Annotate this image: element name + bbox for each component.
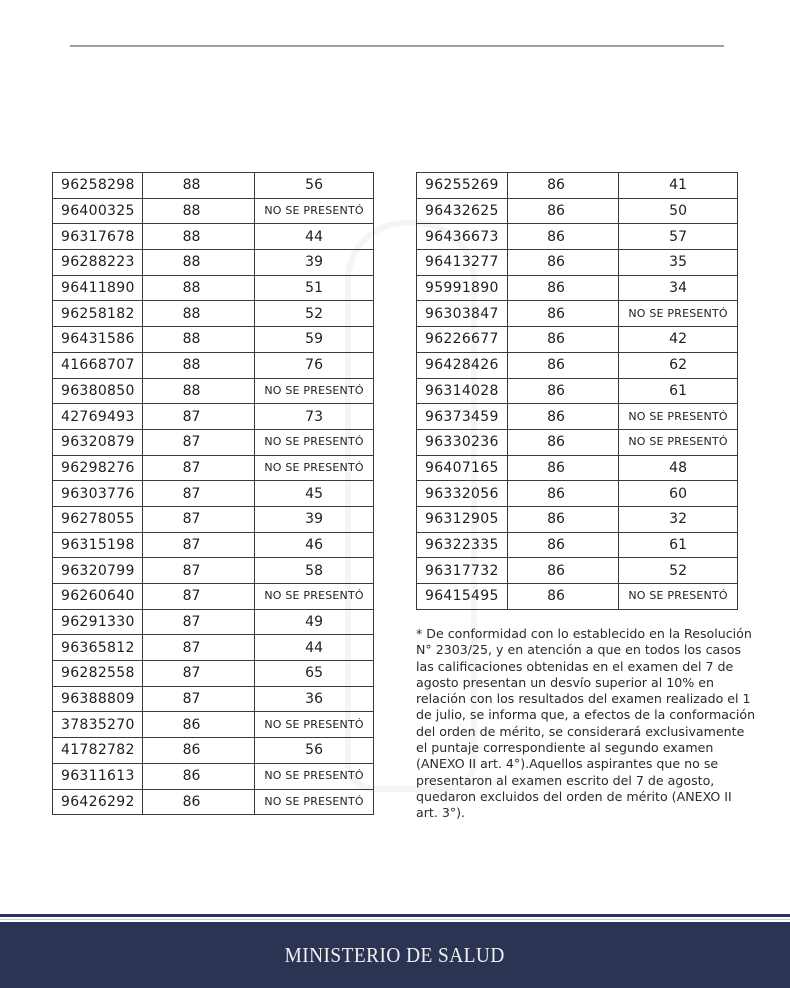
table-row <box>417 584 738 610</box>
table-row <box>53 686 374 712</box>
footer-title: MINISTERIO DE SALUD <box>284 942 506 967</box>
score-cell: 88 <box>142 224 254 250</box>
exam-score-cell: NO SE PRESENTÓ <box>619 584 738 610</box>
exam-score-cell: 44 <box>255 635 374 661</box>
exam-score-cell: 61 <box>619 378 738 404</box>
exam-score-cell: 49 <box>255 609 374 635</box>
dni-cell: 37835270 <box>53 712 143 738</box>
score-cell: 88 <box>142 173 254 199</box>
exam-score-cell: NO SE PRESENTÓ <box>255 763 374 789</box>
exam-score-cell: 32 <box>619 506 738 532</box>
dni-cell: 95991890 <box>417 275 508 301</box>
dni-cell: 96282558 <box>53 661 143 687</box>
table-row <box>53 352 374 378</box>
score-cell: 87 <box>142 661 254 687</box>
score-cell: 87 <box>142 506 254 532</box>
dni-cell: 96320799 <box>53 558 143 584</box>
footer-divider <box>0 914 790 922</box>
dni-cell: 96315198 <box>53 532 143 558</box>
exam-score-cell: 56 <box>255 173 374 199</box>
table-row <box>417 532 738 558</box>
exam-score-cell: 41 <box>619 173 738 199</box>
exam-score-cell: 35 <box>619 250 738 276</box>
table-row <box>53 301 374 327</box>
table-row <box>417 429 738 455</box>
exam-score-cell: 56 <box>255 738 374 764</box>
dni-cell: 42769493 <box>53 404 143 430</box>
dni-cell: 96312905 <box>417 506 508 532</box>
score-cell: 86 <box>142 712 254 738</box>
table-row <box>53 198 374 224</box>
exam-score-cell: 65 <box>255 661 374 687</box>
exam-score-cell: 44 <box>255 224 374 250</box>
dni-cell: 96226677 <box>417 327 508 353</box>
score-cell: 86 <box>507 352 618 378</box>
table-row <box>417 250 738 276</box>
table-row <box>53 481 374 507</box>
exam-score-cell: 76 <box>255 352 374 378</box>
dni-cell: 96411890 <box>53 275 143 301</box>
exam-score-cell: 34 <box>619 275 738 301</box>
score-cell: 87 <box>142 635 254 661</box>
score-cell: 86 <box>507 455 618 481</box>
score-cell: 86 <box>507 584 618 610</box>
dni-cell: 96432625 <box>417 198 508 224</box>
exam-score-cell: 62 <box>619 352 738 378</box>
table-row <box>53 224 374 250</box>
table-row <box>53 712 374 738</box>
score-cell: 87 <box>142 455 254 481</box>
score-cell: 86 <box>507 275 618 301</box>
dni-cell: 96278055 <box>53 506 143 532</box>
dni-cell: 41668707 <box>53 352 143 378</box>
dni-cell: 96413277 <box>417 250 508 276</box>
table-row <box>53 635 374 661</box>
exam-score-cell: 73 <box>255 404 374 430</box>
dni-cell: 41782782 <box>53 738 143 764</box>
dni-cell: 96373459 <box>417 404 508 430</box>
score-cell: 87 <box>142 584 254 610</box>
dni-cell: 96303776 <box>53 481 143 507</box>
table-row <box>53 275 374 301</box>
score-cell: 86 <box>507 224 618 250</box>
exam-score-cell: NO SE PRESENTÓ <box>619 301 738 327</box>
dni-cell: 96258298 <box>53 173 143 199</box>
score-cell: 87 <box>142 429 254 455</box>
score-cell: 88 <box>142 327 254 353</box>
score-cell: 88 <box>142 301 254 327</box>
table-row <box>417 352 738 378</box>
header-divider <box>70 45 724 47</box>
exam-score-cell: 45 <box>255 481 374 507</box>
dni-cell: 96400325 <box>53 198 143 224</box>
dni-cell: 96303847 <box>417 301 508 327</box>
dni-cell: 96317678 <box>53 224 143 250</box>
score-cell: 88 <box>142 198 254 224</box>
dni-cell: 96317732 <box>417 558 508 584</box>
exam-score-cell: 42 <box>619 327 738 353</box>
exam-score-cell: NO SE PRESENTÓ <box>255 429 374 455</box>
score-cell: 87 <box>142 686 254 712</box>
dni-cell: 96322335 <box>417 532 508 558</box>
score-cell: 86 <box>507 506 618 532</box>
dni-cell: 96388809 <box>53 686 143 712</box>
table-row <box>53 661 374 687</box>
score-cell: 86 <box>507 327 618 353</box>
exam-score-cell: 36 <box>255 686 374 712</box>
score-cell: 86 <box>507 481 618 507</box>
dni-cell: 96436673 <box>417 224 508 250</box>
dni-cell: 96255269 <box>417 173 508 199</box>
score-cell: 86 <box>507 404 618 430</box>
table-row <box>53 506 374 532</box>
exam-score-cell: 48 <box>619 455 738 481</box>
footnote-text: * De conformidad con lo establecido en la Resolución N° 2303/25, y en atención a que en todos los casos las calificaciones obtenidas en el examen del 7 de agosto presentan un desvío superior al 10% en relación con los resultados del examen realizado el 1 de julio, se informa que, a efectos de la conformación del orden de mérito, se considerará exclusivamente el puntaje correspondiente al segundo examen (ANEXO II art. 4°).Aquellos aspirantes que no se presentaron al examen escrito del 7 de agosto, quedaron excluidos del orden de mérito (ANEXO II art. 3°). <box>416 626 756 821</box>
table-row <box>53 173 374 199</box>
exam-score-cell: 52 <box>619 558 738 584</box>
dni-cell: 96365812 <box>53 635 143 661</box>
exam-score-cell: 61 <box>619 532 738 558</box>
dni-cell: 96311613 <box>53 763 143 789</box>
dni-cell: 96426292 <box>53 789 143 815</box>
exam-score-cell: NO SE PRESENTÓ <box>619 429 738 455</box>
score-cell: 86 <box>507 250 618 276</box>
table-row <box>417 455 738 481</box>
score-cell: 86 <box>142 738 254 764</box>
table-row <box>53 455 374 481</box>
exam-score-cell: NO SE PRESENTÓ <box>255 378 374 404</box>
table-row <box>53 250 374 276</box>
exam-score-cell: NO SE PRESENTÓ <box>255 455 374 481</box>
table-row <box>417 558 738 584</box>
score-cell: 87 <box>142 481 254 507</box>
dni-cell: 96428426 <box>417 352 508 378</box>
score-cell: 88 <box>142 275 254 301</box>
dni-cell: 96314028 <box>417 378 508 404</box>
table-row <box>417 404 738 430</box>
score-cell: 88 <box>142 378 254 404</box>
table-row <box>417 198 738 224</box>
table-row <box>53 532 374 558</box>
score-cell: 86 <box>507 558 618 584</box>
dni-cell: 96407165 <box>417 455 508 481</box>
table-row <box>53 327 374 353</box>
results-table-left <box>52 172 374 815</box>
score-cell: 86 <box>142 763 254 789</box>
exam-score-cell: 46 <box>255 532 374 558</box>
table-row <box>417 173 738 199</box>
score-cell: 87 <box>142 609 254 635</box>
table-row <box>53 738 374 764</box>
score-cell: 87 <box>142 532 254 558</box>
dni-cell: 96298276 <box>53 455 143 481</box>
exam-score-cell: 59 <box>255 327 374 353</box>
table-row <box>417 481 738 507</box>
score-cell: 88 <box>142 250 254 276</box>
score-cell: 86 <box>507 378 618 404</box>
table-row <box>53 429 374 455</box>
exam-score-cell: 50 <box>619 198 738 224</box>
exam-score-cell: NO SE PRESENTÓ <box>255 712 374 738</box>
dni-cell: 96320879 <box>53 429 143 455</box>
exam-score-cell: 51 <box>255 275 374 301</box>
table-row <box>417 506 738 532</box>
score-cell: 88 <box>142 352 254 378</box>
score-cell: 87 <box>142 558 254 584</box>
score-cell: 86 <box>507 198 618 224</box>
dni-cell: 96260640 <box>53 584 143 610</box>
table-row <box>53 404 374 430</box>
exam-score-cell: 60 <box>619 481 738 507</box>
dni-cell: 96258182 <box>53 301 143 327</box>
score-cell: 86 <box>507 429 618 455</box>
dni-cell: 96288223 <box>53 250 143 276</box>
table-row <box>53 378 374 404</box>
table-row <box>417 301 738 327</box>
score-cell: 87 <box>142 404 254 430</box>
exam-score-cell: NO SE PRESENTÓ <box>255 198 374 224</box>
exam-score-cell: 52 <box>255 301 374 327</box>
dni-cell: 96380850 <box>53 378 143 404</box>
score-cell: 86 <box>507 532 618 558</box>
dni-cell: 96332056 <box>417 481 508 507</box>
table-row <box>53 789 374 815</box>
table-row <box>417 224 738 250</box>
table-row <box>417 275 738 301</box>
exam-score-cell: 57 <box>619 224 738 250</box>
score-cell: 86 <box>142 789 254 815</box>
table-row <box>417 327 738 353</box>
table-row <box>53 609 374 635</box>
dni-cell: 96431586 <box>53 327 143 353</box>
score-cell: 86 <box>507 301 618 327</box>
exam-score-cell: NO SE PRESENTÓ <box>255 584 374 610</box>
results-table-right <box>416 172 738 610</box>
exam-score-cell: 58 <box>255 558 374 584</box>
table-row <box>53 558 374 584</box>
dni-cell: 96415495 <box>417 584 508 610</box>
dni-cell: 96291330 <box>53 609 143 635</box>
exam-score-cell: NO SE PRESENTÓ <box>255 789 374 815</box>
dni-cell: 96330236 <box>417 429 508 455</box>
exam-score-cell: 39 <box>255 250 374 276</box>
score-cell: 86 <box>507 173 618 199</box>
table-row <box>53 763 374 789</box>
exam-score-cell: 39 <box>255 506 374 532</box>
footer-band <box>0 922 790 988</box>
exam-score-cell: NO SE PRESENTÓ <box>619 404 738 430</box>
table-row <box>417 378 738 404</box>
table-row <box>53 584 374 610</box>
